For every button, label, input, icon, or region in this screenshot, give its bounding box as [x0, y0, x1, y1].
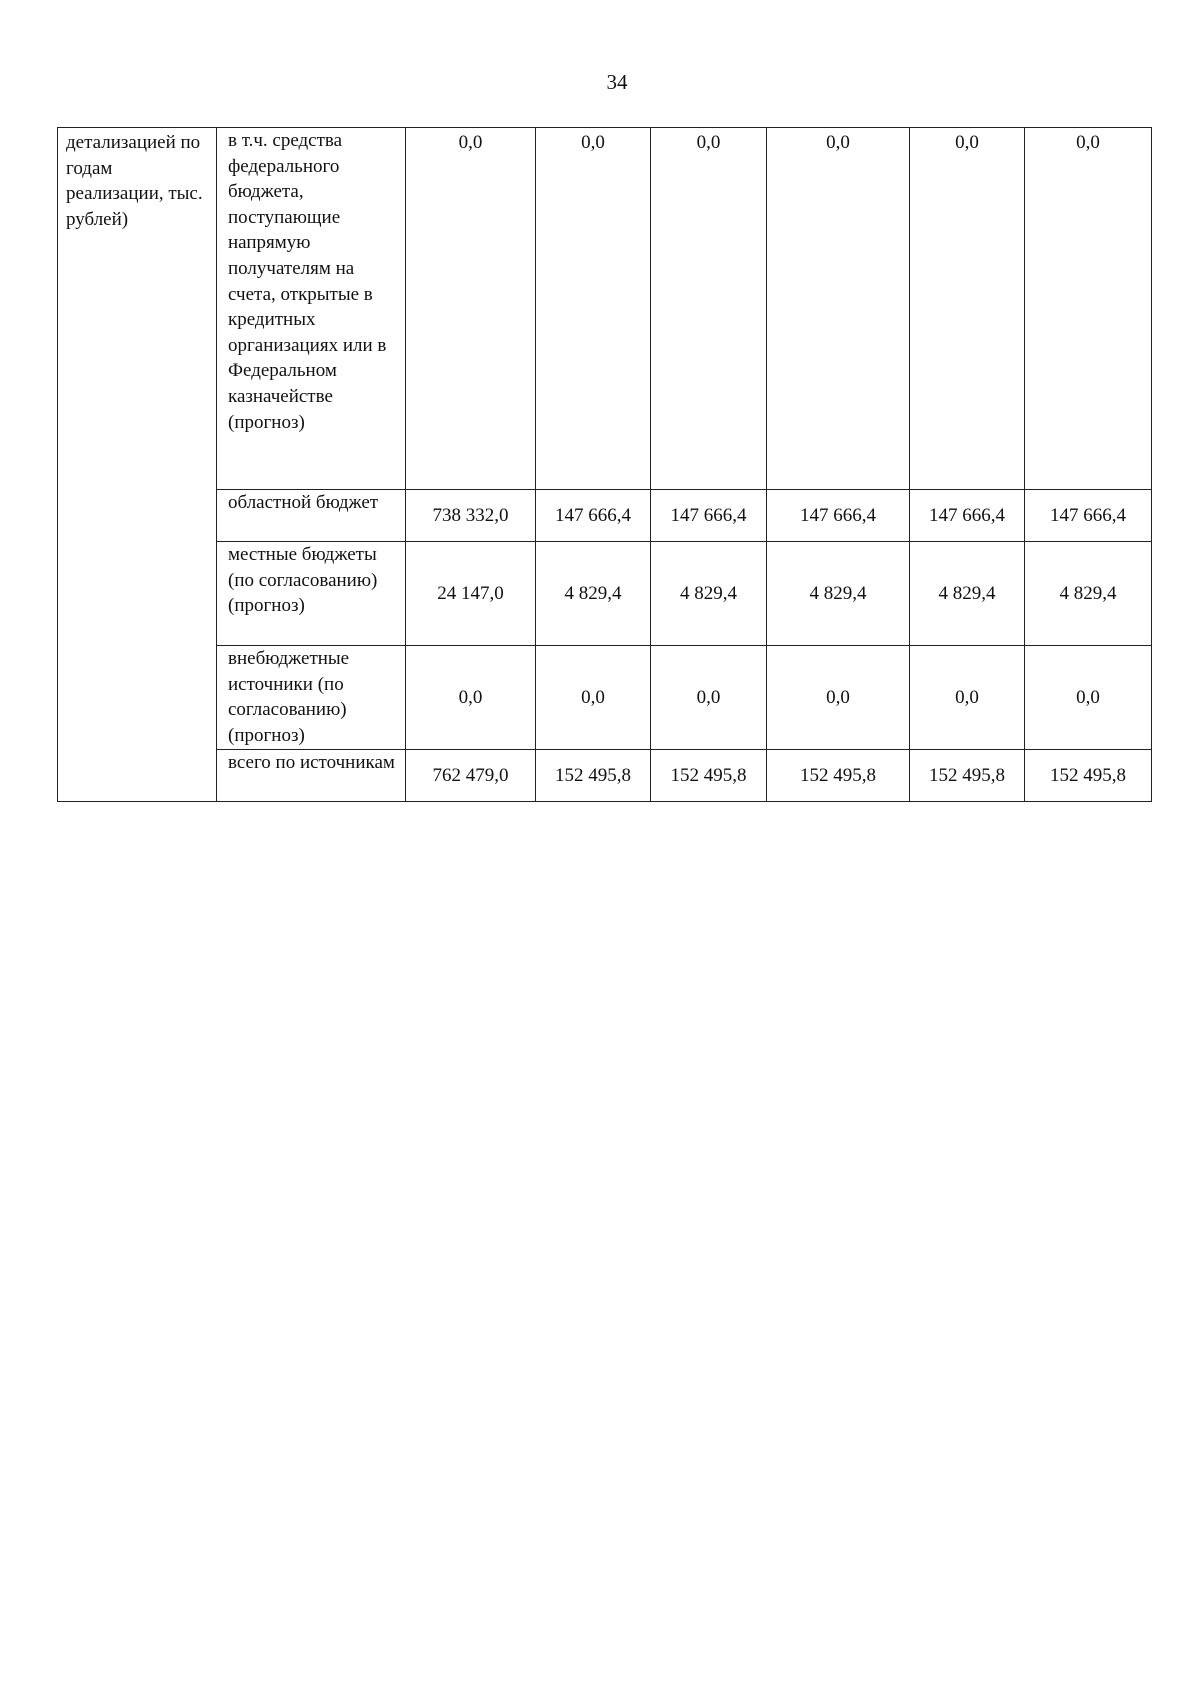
- funding-table: [57, 127, 1152, 802]
- value-cell: 4 829,4: [651, 542, 767, 646]
- table-row: [58, 646, 1152, 750]
- value-cell: 152 495,8: [910, 750, 1025, 802]
- value-cell: 4 829,4: [1025, 542, 1152, 646]
- value-cell: 147 666,4: [910, 490, 1025, 542]
- value-cell: 0,0: [767, 128, 910, 490]
- value-cell: 152 495,8: [536, 750, 651, 802]
- value-cell: 24 147,0: [406, 542, 536, 646]
- value-cell: 0,0: [1025, 128, 1152, 490]
- value-cell: 0,0: [536, 128, 651, 490]
- value-cell: 738 332,0: [406, 490, 536, 542]
- value-cell: 762 479,0: [406, 750, 536, 802]
- value-cell: 0,0: [536, 646, 651, 750]
- value-cell: 0,0: [910, 646, 1025, 750]
- source-label-cell: в т.ч. средства федерального бюджета, поступающие напрямую получателям на счета, открытые в кредитных организациях или в Федеральном казначействе (прогноз): [217, 128, 406, 490]
- value-cell: 0,0: [406, 128, 536, 490]
- table-row: [58, 490, 1152, 542]
- value-cell: 4 829,4: [767, 542, 910, 646]
- page-number: 34: [606, 70, 628, 94]
- source-label-cell: местные бюджеты (по согласованию) (прогноз): [217, 542, 406, 646]
- value-cell: 152 495,8: [651, 750, 767, 802]
- source-label-cell: внебюджетные источники (по согласованию) (прогноз): [217, 646, 406, 750]
- value-cell: 147 666,4: [767, 490, 910, 542]
- value-cell: 152 495,8: [1025, 750, 1152, 802]
- source-label-cell: областной бюджет: [217, 490, 406, 542]
- table-row: [58, 128, 1152, 490]
- value-cell: 0,0: [910, 128, 1025, 490]
- value-cell: 147 666,4: [651, 490, 767, 542]
- value-cell: 152 495,8: [767, 750, 910, 802]
- table-row: [58, 542, 1152, 646]
- source-label-cell: всего по источникам: [217, 750, 406, 802]
- value-cell: 147 666,4: [536, 490, 651, 542]
- value-cell: 0,0: [406, 646, 536, 750]
- value-cell: 4 829,4: [536, 542, 651, 646]
- value-cell: 147 666,4: [1025, 490, 1152, 542]
- group-label-cell: детализацией по годам реализации, тыс. рублей): [58, 128, 217, 802]
- value-cell: 0,0: [651, 128, 767, 490]
- table-row: [58, 750, 1152, 802]
- value-cell: 0,0: [651, 646, 767, 750]
- value-cell: 4 829,4: [910, 542, 1025, 646]
- value-cell: 0,0: [767, 646, 910, 750]
- value-cell: 0,0: [1025, 646, 1152, 750]
